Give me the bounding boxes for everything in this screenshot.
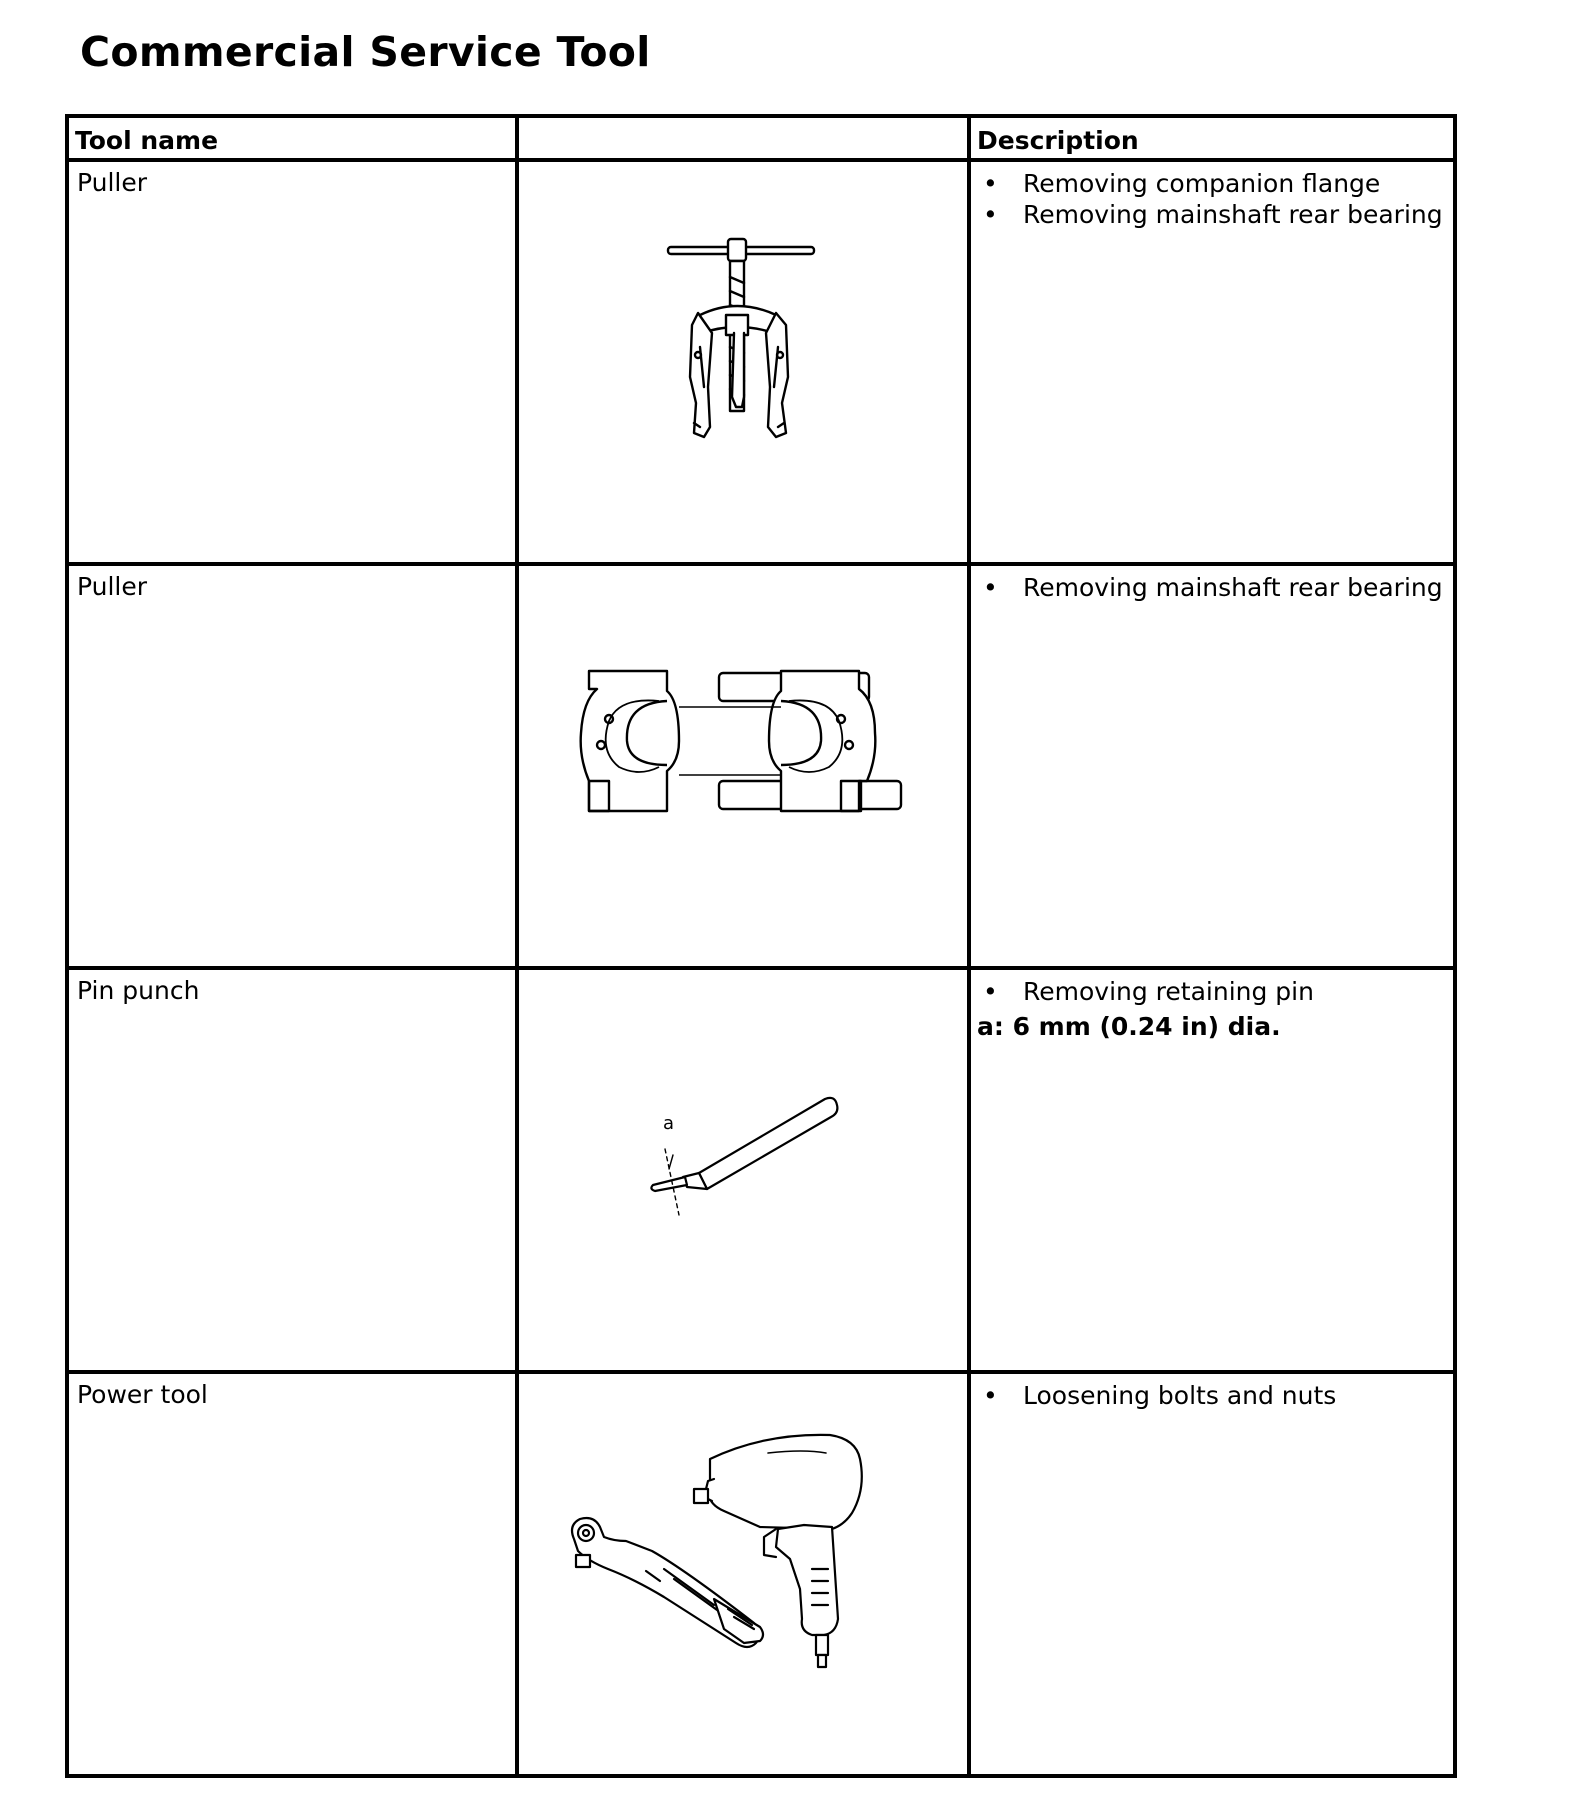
description-list	[977, 976, 1453, 1007]
table-row	[67, 968, 1455, 1372]
description-list	[977, 572, 1453, 603]
service-tool-table	[65, 114, 1457, 1778]
table-row	[67, 160, 1455, 564]
dimension-note: a: 6 mm (0.24 in) dia.	[977, 1012, 1281, 1041]
tool-illustration-cell	[517, 1372, 969, 1776]
description-list	[977, 1380, 1453, 1411]
list-item: • Removing retaining pin	[977, 976, 1453, 1007]
three-jaw-puller-icon	[664, 237, 824, 447]
list-item: • Removing mainshaft rear bearing	[977, 572, 1453, 603]
table-row	[67, 564, 1455, 968]
header-image	[517, 116, 969, 160]
table-row	[67, 1372, 1455, 1776]
tool-illustration-cell	[517, 968, 969, 1372]
tool-name-cell: Puller	[67, 160, 517, 564]
bearing-separator-icon	[579, 661, 909, 826]
tool-description-cell	[969, 968, 1455, 1372]
page-title: Commercial Service Tool	[80, 28, 651, 76]
pneumatic-tools-icon	[564, 1429, 894, 1689]
tool-name-cell: Pin punch	[67, 968, 517, 1372]
header-tool-name: Tool name	[67, 116, 517, 160]
tool-description-cell	[969, 160, 1455, 564]
air-ratchet-icon	[572, 1518, 763, 1647]
tool-name-cell: Power tool	[67, 1372, 517, 1776]
list-item: • Removing companion flange	[977, 168, 1453, 199]
table-header-row	[67, 116, 1455, 160]
description-list	[977, 168, 1453, 230]
tool-description-cell	[969, 564, 1455, 968]
list-item: • Loosening bolts and nuts	[977, 1380, 1453, 1411]
tool-name-cell: Puller	[67, 564, 517, 968]
header-description: Description	[969, 116, 1455, 160]
list-item: • Removing mainshaft rear bearing	[977, 199, 1453, 230]
tool-description-cell	[969, 1372, 1455, 1776]
dimension-label: a	[663, 1113, 675, 1134]
pin-punch-icon	[649, 1085, 839, 1215]
tool-illustration-cell	[517, 160, 969, 564]
tool-illustration-cell	[517, 564, 969, 968]
